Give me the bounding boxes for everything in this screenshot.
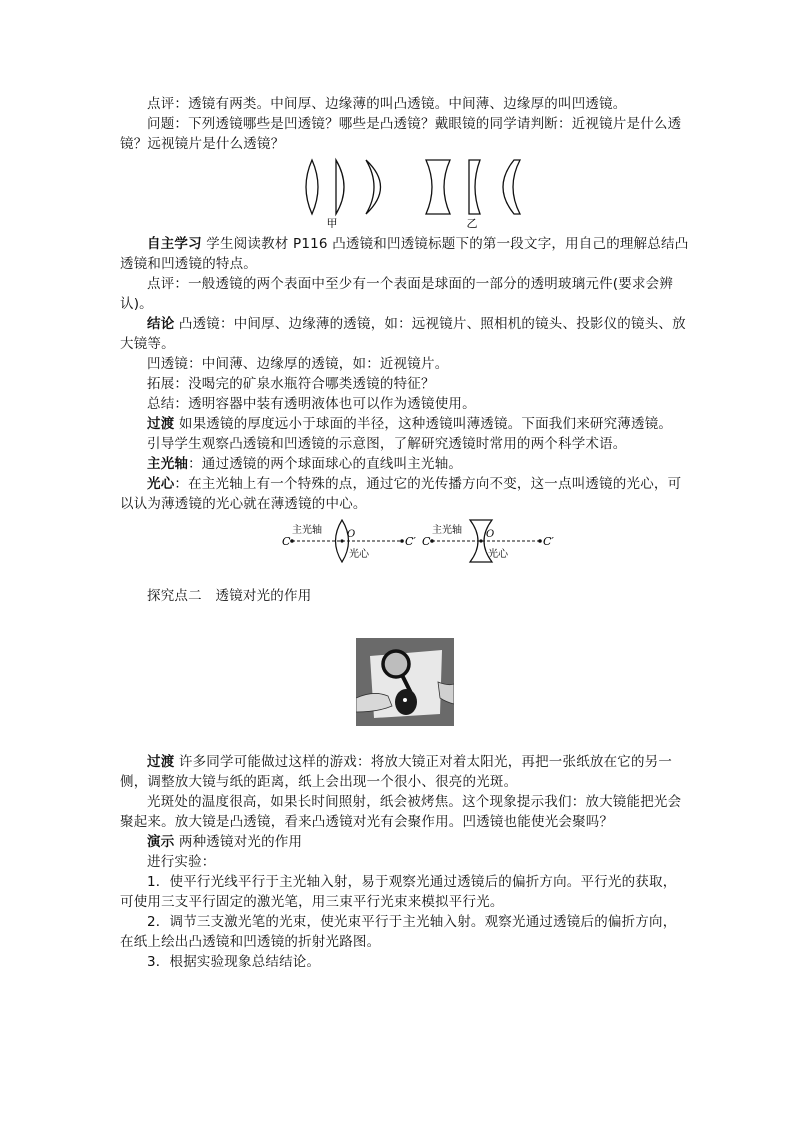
meniscus-concave-lens [503, 160, 520, 214]
lens-figure-jia-yi [120, 154, 690, 228]
c-right-2: C′ [543, 535, 554, 548]
principal-axis-text: ：通过透镜的两个球面球心的直线叫主光轴。 [188, 456, 463, 472]
optical-center-heading: 光心 [147, 476, 175, 492]
o-label-2: O [486, 529, 495, 540]
demo-text: 两种透镜对光的作用 [174, 834, 303, 850]
axis-label-1: 主光轴 [292, 525, 322, 536]
conclusion-text: 凸透镜：中间厚、边缘薄的透镜，如：远视镜片、照相机的镜头、投影仪的镜头、放大镜等。 [120, 316, 686, 352]
extension-paragraph: 拓展：没喝完的矿泉水瓶符合哪类透镜的特征？ [147, 376, 435, 392]
light-spot-paragraph: 光斑处的温度很高，如果长时间照射，纸会被烤焦。这个现象提示我们：放大镜能把光会聚起来。放大镜是凸透镜，看来凸透镜对光有会聚作用。凹透镜也能使光会聚吗？ [120, 794, 682, 830]
summary-paragraph: 总结：透明容器中装有透明液体也可以作为透镜使用。 [147, 396, 476, 412]
biconcave-lens [426, 160, 450, 214]
conclusion-heading: 结论 [147, 316, 175, 332]
transition-text-2: 许多同学可能做过这样的游戏：将放大镜正对着太阳光，再把一张纸放在它的另一侧，调整放大镜与纸的距离，纸上会出现一个很小、很亮的光斑。 [120, 754, 673, 790]
question-lens-identify: 问题：下列透镜哪些是凹透镜？哪些是凸透镜？戴眼镜的同学请判断：近视镜片是什么透镜？远视镜片是什么透镜？ [120, 116, 682, 152]
o-label-1: O [347, 529, 356, 540]
label-jia: 甲 [326, 217, 338, 228]
c-right-1: C′ [405, 535, 416, 548]
self-study-heading: 自主学习 [147, 236, 202, 252]
principal-axis-heading: 主光轴 [147, 456, 189, 472]
center-label-1: 光心 [349, 549, 369, 560]
transition-heading: 过渡 [147, 416, 175, 432]
transition-text: 如果透镜的厚度远小于球面的半径，这种透镜叫薄透镜。下面我们来研究薄透镜。 [174, 416, 673, 432]
section-heading-lens-effect: 探究点二 透镜对光的作用 [147, 588, 312, 604]
center-label-2: 光心 [488, 549, 508, 560]
principal-axis-figure [120, 514, 690, 570]
lens-shapes-diagram [120, 154, 690, 228]
comment-lens-types: 点评：透镜有两类。中间厚、边缘薄的叫凸透镜。中间薄、边缘厚的叫凹透镜。 [147, 96, 627, 112]
axis-label-2: 主光轴 [432, 525, 462, 536]
label-yi: 乙 [466, 217, 478, 228]
concave-axis-diagram [422, 520, 554, 562]
conclusion-paragraph [120, 314, 690, 354]
magnifier-photo-figure [120, 638, 690, 748]
biconvex-lens [306, 160, 318, 214]
plano-convex-lens [336, 160, 344, 214]
document-page [120, 94, 690, 972]
demo-paragraph [120, 832, 690, 852]
convex-axis-diagram [282, 520, 416, 562]
guide-paragraph: 引导学生观察凸透镜和凹透镜的示意图，了解研究透镜时常用的两个科学术语。 [147, 436, 627, 452]
experiment-intro: 进行实验： [147, 854, 216, 870]
meniscus-convex-lens [366, 160, 381, 214]
plano-concave-lens [469, 160, 480, 214]
demo-heading: 演示 [147, 834, 175, 850]
c-left-2: C [422, 535, 431, 548]
magnifier-sunlight-photo [356, 638, 454, 726]
transition-magnifier [120, 752, 690, 792]
self-study-paragraph [120, 234, 690, 274]
transition-heading-2: 过渡 [147, 754, 175, 770]
transition-thin-lens [120, 414, 690, 434]
experiment-step-1: 1．使平行光线平行于主光轴入射，易于观察光通过透镜后的偏折方向。平行光的获取，可使用三支平行固定的激光笔，用三束平行光束来模拟平行光。 [120, 874, 677, 910]
optical-center-paragraph [120, 474, 690, 514]
principal-axis-paragraph [120, 454, 690, 474]
comment-lens-definition: 点评：一般透镜的两个表面中至少有一个表面是球面的一部分的透明玻璃元件(要求会辨认)。 [120, 276, 674, 312]
self-study-text: 学生阅读教材 P116 凸透镜和凹透镜标题下的第一段文字，用自己的理解总结凸透镜和凹透镜的特点。 [120, 236, 689, 272]
experiment-step-3: 3．根据实验现象总结结论。 [147, 954, 321, 970]
c-left-1: C [282, 535, 291, 548]
optical-center-text: ：在主光轴上有一个特殊的点，通过它的光传播方向不变，这一点叫透镜的光心，可以认为薄透镜的光心就在薄透镜的中心。 [120, 476, 682, 512]
axis-diagram [120, 514, 690, 570]
experiment-step-2: 2．调节三支激光笔的光束，使光束平行于主光轴入射。观察光通过透镜后的偏折方向，在纸上绘出凸透镜和凹透镜的折射光路图。 [120, 914, 677, 950]
concave-lens-paragraph: 凹透镜：中间薄、边缘厚的透镜，如：近视镜片。 [147, 356, 449, 372]
